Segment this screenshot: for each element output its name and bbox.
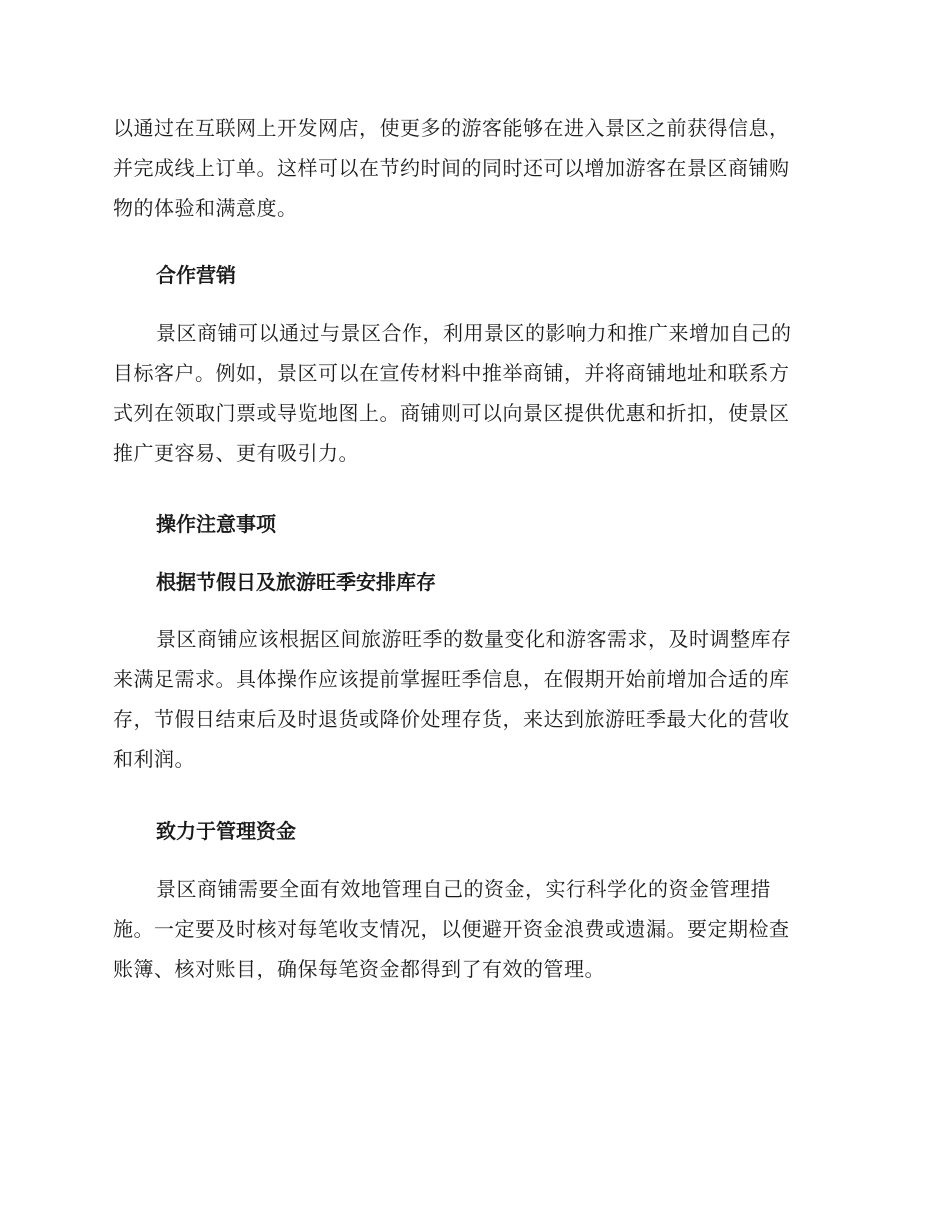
paragraph-line: 账簿、核对账目，确保每笔资金都得到了有效的管理。: [113, 957, 605, 981]
paragraph-line: 和利润。: [113, 747, 195, 771]
subheading-fund-management: [113, 811, 837, 851]
paragraph-line: 景区商铺可以通过与景区合作，利用景区的影响力和推广来增加自己的: [156, 321, 792, 345]
paragraph-cooperative-marketing: [113, 313, 837, 473]
paragraph-line: 推广更容易、更有吸引力。: [113, 441, 359, 465]
paragraph-inventory-planning: [113, 619, 837, 779]
paragraph-line: 施。一定要及时核对每笔收支情况，以便避开资金浪费或遗漏。要定期检查: [113, 917, 790, 941]
paragraph-continuation: [113, 108, 837, 228]
paragraph-line: 目标客户。例如，景区可以在宣传材料中推举商铺，并将商铺地址和联系方: [113, 361, 790, 385]
paragraph-line: 式列在领取门票或导览地图上。商铺则可以向景区提供优惠和折扣，使景区: [113, 401, 790, 425]
subheading-inventory-planning: [113, 562, 837, 602]
heading-text: 合作营销: [156, 263, 236, 287]
paragraph-line: 景区商铺需要全面有效地管理自己的资金，实行科学化的资金管理措: [156, 877, 771, 901]
paragraph-line: 景区商铺应该根据区间旅游旺季的数量变化和游客需求，及时调整库存: [156, 627, 792, 651]
heading-text: 根据节假日及旅游旺季安排库存: [156, 570, 436, 594]
paragraph-line: 物的体验和满意度。: [113, 196, 298, 220]
section-heading-cooperative-marketing: [113, 255, 837, 295]
heading-text: 操作注意事项: [156, 512, 276, 536]
heading-text: 致力于管理资金: [156, 819, 296, 843]
section-heading-operation-notes: [113, 504, 837, 544]
paragraph-line: 存，节假日结束后及时退货或降价处理存货，来达到旅游旺季最大化的营收: [113, 707, 790, 731]
paragraph-line: 来满足需求。具体操作应该提前掌握旺季信息，在假期开始前增加合适的库: [113, 667, 790, 691]
paragraph-line: 以通过在互联网上开发网店，使更多的游客能够在进入景区之前获得信息，: [113, 116, 790, 140]
paragraph-line: 并完成线上订单。这样可以在节约时间的同时还可以增加游客在景区商铺购: [113, 156, 790, 180]
paragraph-fund-management: [113, 869, 837, 989]
